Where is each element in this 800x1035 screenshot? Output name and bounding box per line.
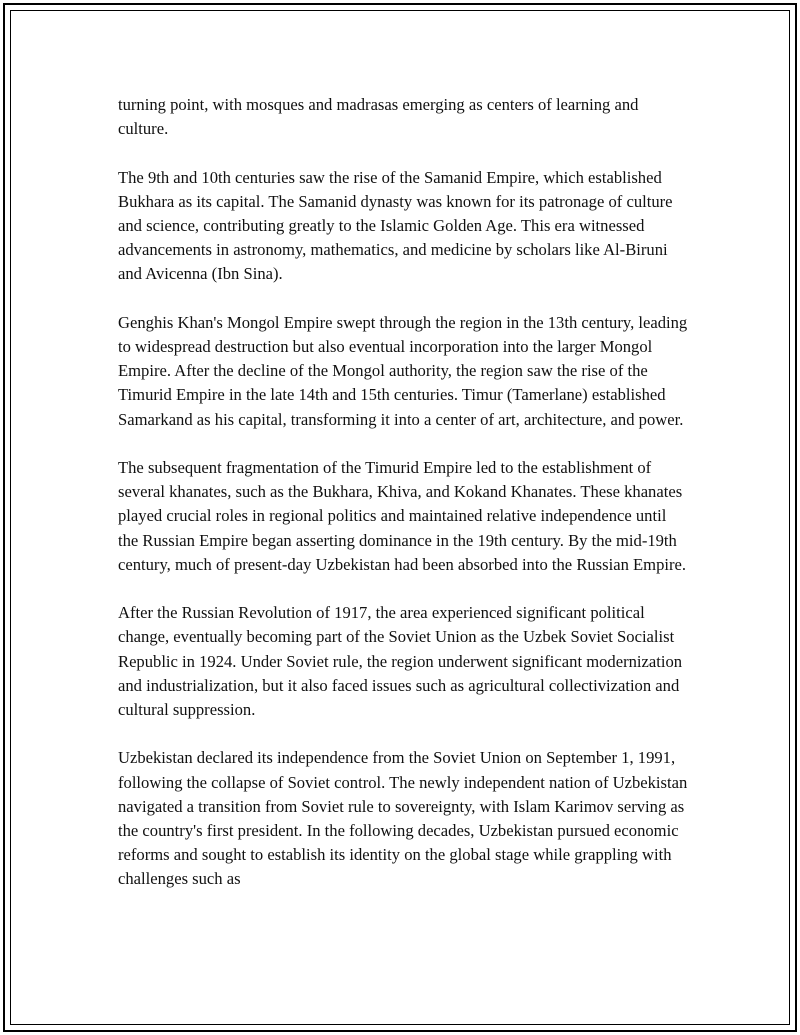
paragraph-5: After the Russian Revolution of 1917, the area experienced significant political change, eventually becoming part of the Soviet Union as the Uzbek Soviet Socialist Republic in 1924. Under Soviet rule, the region underwent significant modernization and industrialization, but it also faced issues such as agricultural collectivization and cultural suppression. [118, 603, 683, 720]
document-body [118, 93, 688, 916]
paragraph-1: turning point, with mosques and madrasas emerging as centers of learning and culture. [118, 95, 639, 139]
paragraph-4: The subsequent fragmentation of the Timurid Empire led to the establishment of several khanates, such as the Bukhara, Khiva, and Kokand Khanates. These khanates played crucial roles in regional politics and maintained relative independence until the Russian Empire began asserting dominance in the 19th century. By the mid-19th century, much of present-day Uzbekistan had been absorbed into the Russian Empire. [118, 458, 687, 574]
paragraph-2: The 9th and 10th centuries saw the rise of the Samanid Empire, which established Bukhara as its capital. The Samanid dynasty was known for its patronage of culture and science, contributing greatly to the Islamic Golden Age. This era witnessed advancements in astronomy, mathematics, and medicine by scholars like Al-Biruni and Avicenna (Ibn Sina). [118, 167, 673, 284]
paragraph-6: Uzbekistan declared its independence from the Soviet Union on September 1, 1991, following the collapse of Soviet control. The newly independent nation of Uzbekistan navigated a transition from Soviet rule to sovereignty, with Islam Karimov serving as the country's first president. In the following decades, Uzbekistan pursued economic reforms and sought to establish its identity on the global stage while grappling with challenges such as [118, 748, 688, 889]
paragraph-3: Genghis Khan's Mongol Empire swept through the region in the 13th century, leading to widespread destruction but also eventual incorporation into the larger Mongol Empire. After the decline of the Mongol authority, the region saw the rise of the Timurid Empire in the late 14th and 15th centuries. Timur (Tamerlane) established Samarkand as his capital, transforming it into a center of art, architecture, and power. [118, 312, 688, 429]
